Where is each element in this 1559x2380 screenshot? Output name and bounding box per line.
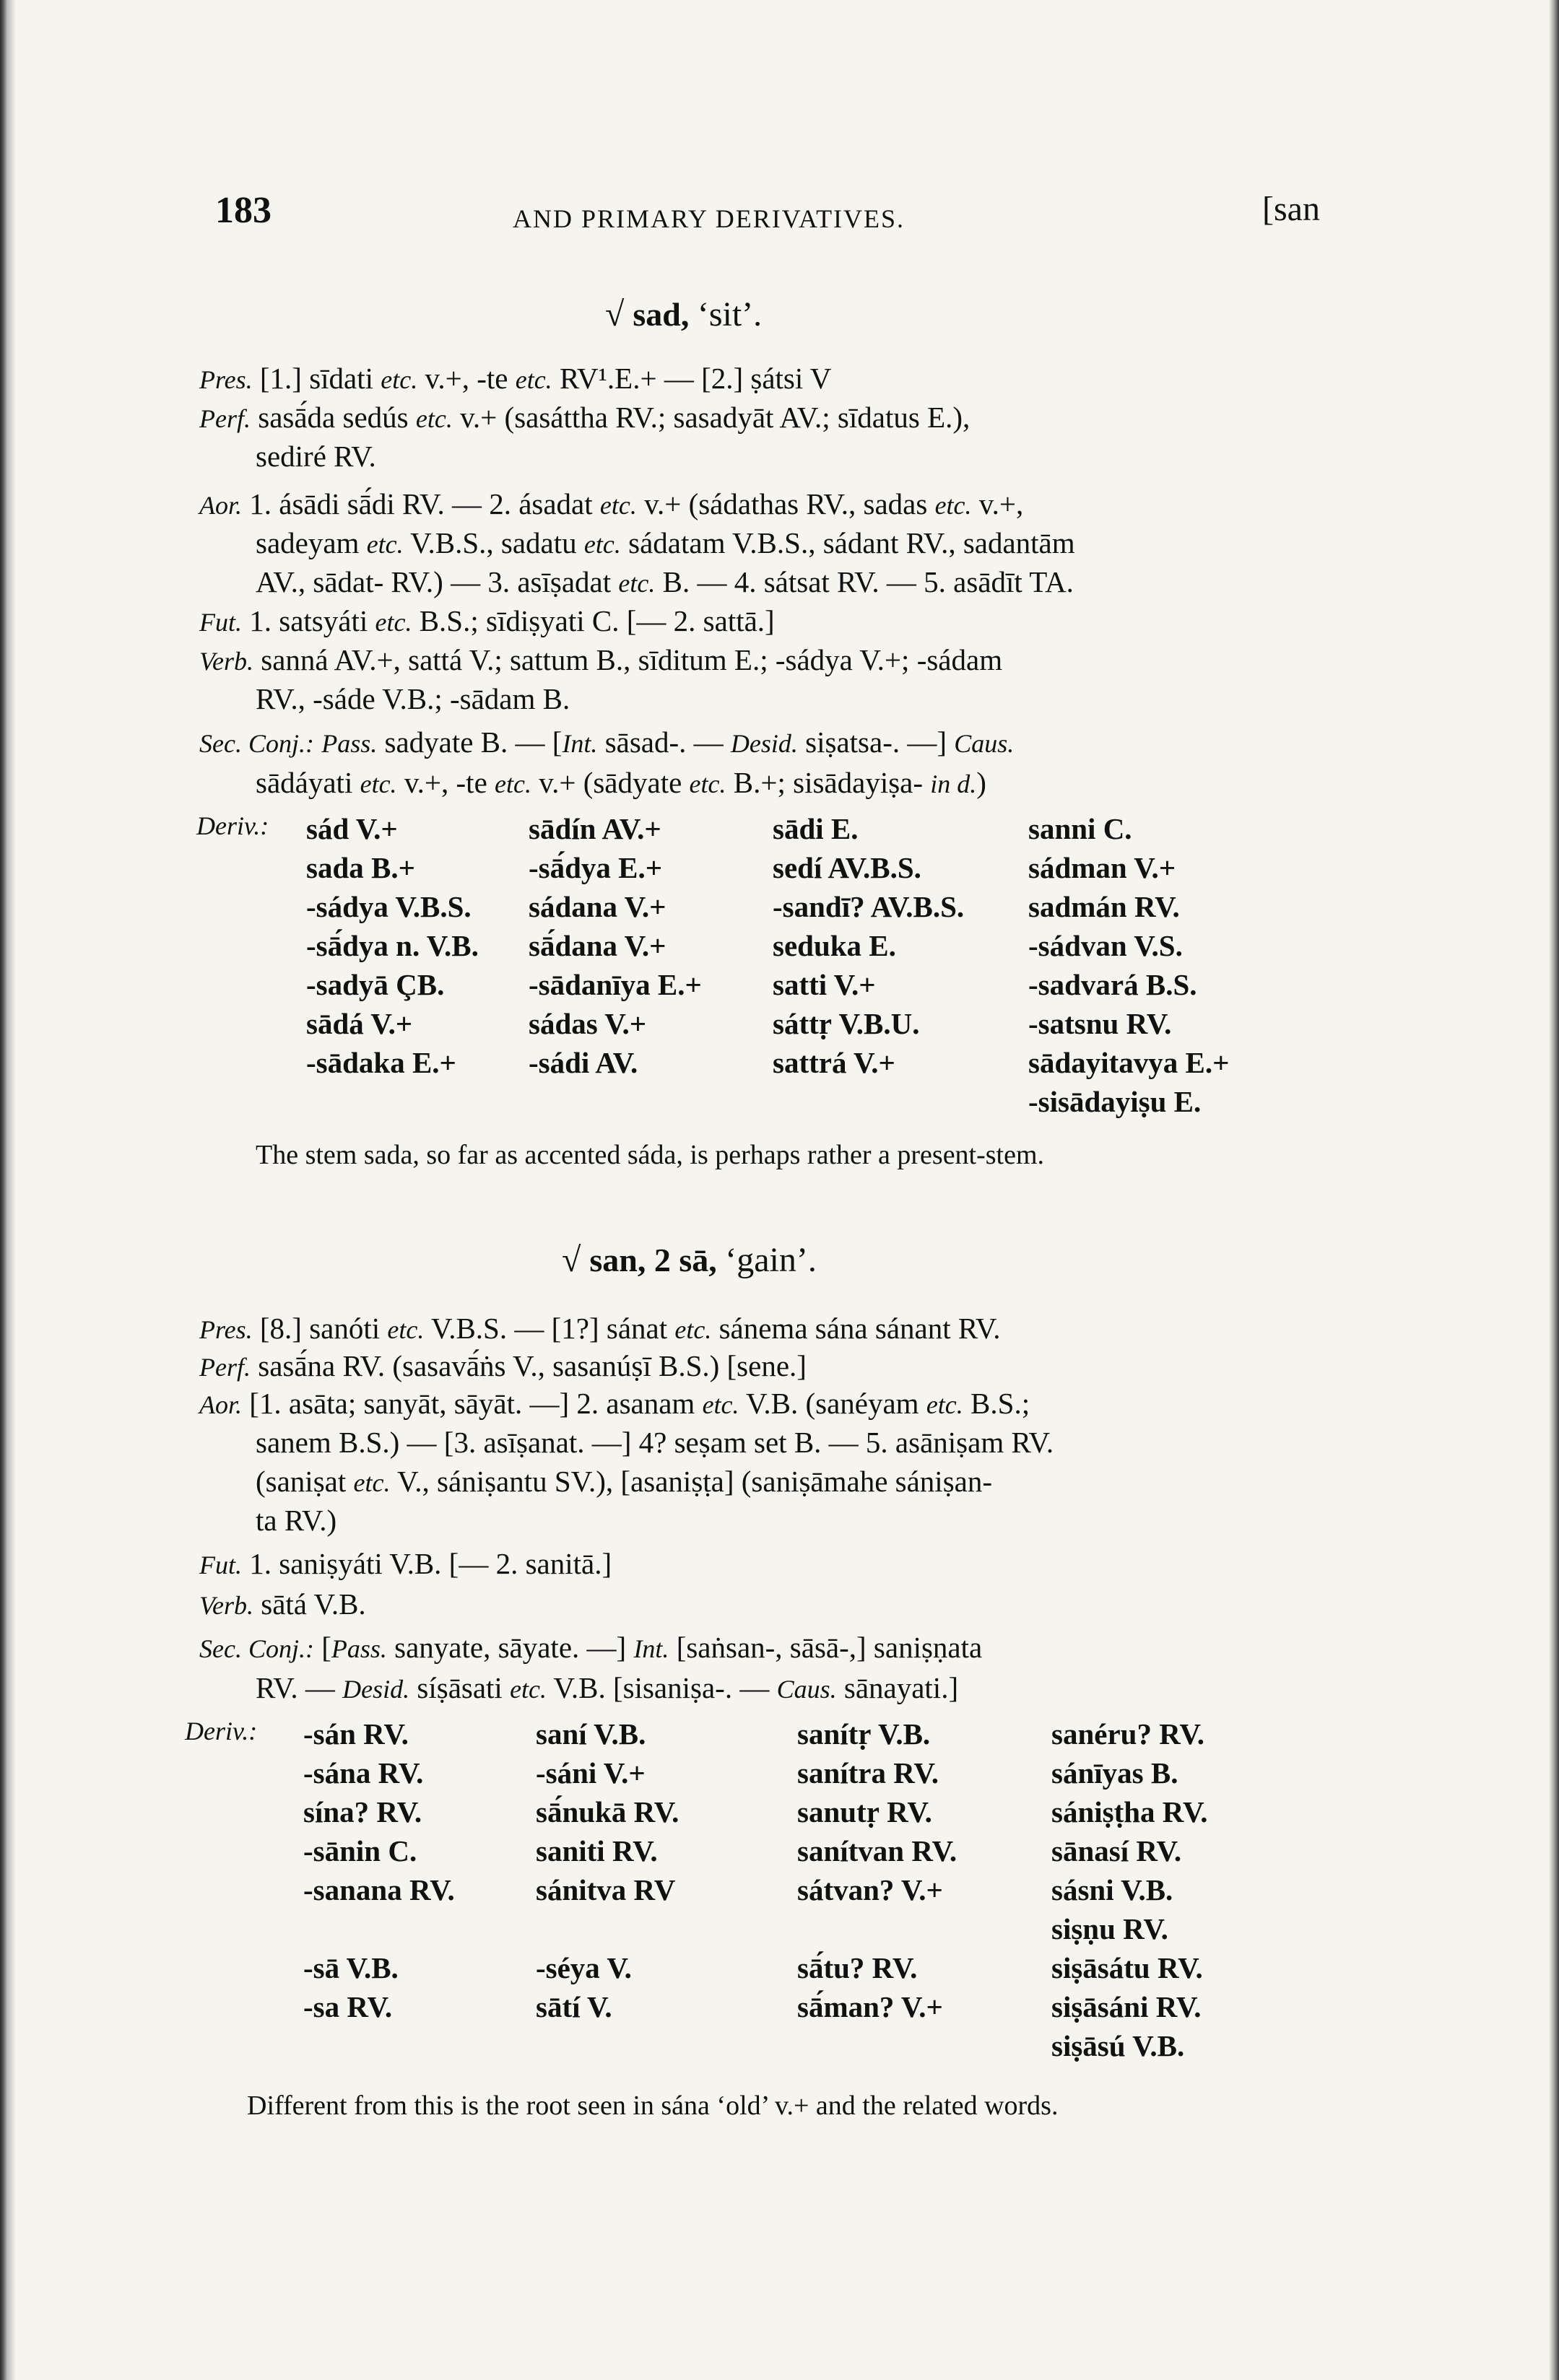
- derivative-cell: sā́man? V.+: [797, 1990, 943, 2023]
- derivative-cell: sedí AV.B.S.: [773, 851, 921, 884]
- entry-line: Sec. Conj.: [Pass. sanyate, sāyate. —] Int. [saṅsan-, sāsā-,] saniṣṇata: [199, 1631, 983, 1664]
- derivative-cell: seduka E.: [773, 929, 896, 962]
- derivative-cell: sáttṛ V.B.U.: [773, 1007, 920, 1040]
- derivative-cell: -sādanīya E.+: [529, 968, 702, 1001]
- derivative-cell: sádas V.+: [529, 1007, 647, 1040]
- derivative-cell: sánīyas B.: [1051, 1756, 1178, 1790]
- entry-line: Sec. Conj.: Pass. sadyate B. — [Int. sāsad-. — Desid. siṣatsa-. —] Caus.: [199, 725, 1015, 759]
- derivative-cell: -sadyā ÇB.: [306, 968, 445, 1001]
- derivative-cell: -sandī? AV.B.S.: [773, 890, 965, 923]
- derivative-cell: sanni C.: [1028, 812, 1132, 845]
- entry-line: Fut. 1. satsyáti etc. B.S.; sīdiṣyati C. [— 2. sattā.]: [199, 604, 775, 637]
- derivative-cell: siṣāsátu RV.: [1051, 1951, 1203, 1984]
- derivative-cell: -séya V.: [536, 1951, 632, 1984]
- derivative-cell: sádana V.+: [529, 890, 666, 923]
- derivative-cell: -sán RV.: [303, 1717, 409, 1751]
- derivative-cell: sanítvan RV.: [797, 1834, 957, 1867]
- section-marker: [san: [1262, 190, 1320, 228]
- derivative-cell: sániṣṭha RV.: [1051, 1795, 1208, 1828]
- entry-line: Fut. 1. saniṣyáti V.B. [— 2. sanitā.]: [199, 1547, 612, 1580]
- derivative-cell: -sā V.B.: [303, 1951, 399, 1984]
- derivative-cell: sanítṛ V.B.: [797, 1717, 931, 1751]
- derivative-cell: sādín AV.+: [529, 812, 661, 845]
- entry-line: sediré RV.: [256, 440, 376, 473]
- derivative-cell: -sanana RV.: [303, 1873, 455, 1906]
- derivative-cell: sátvan? V.+: [797, 1873, 943, 1906]
- entry-line: (saniṣat etc. V., sániṣantu SV.), [asaniṣṭa] (saniṣāmahe sániṣan-: [256, 1465, 993, 1498]
- entry-line: Verb. sanná AV.+, sattá V.; sattum B., sīditum E.; -sádya V.+; -sádam: [199, 643, 1003, 676]
- derivatives-label: Deriv.:: [196, 811, 269, 840]
- entry-line: Perf. sasā́da sedús etc. v.+ (sasáttha RV.; sasadyāt AV.; sīdatus E.),: [199, 401, 970, 434]
- root-note: Different from this is the root seen in sána ‘old’ v.+ and the related words.: [247, 2091, 1059, 2121]
- derivative-cell: -sádi AV.: [529, 1046, 638, 1079]
- derivative-cell: sādi E.: [773, 812, 859, 845]
- root-word: san, 2 sā,: [589, 1242, 726, 1278]
- entry-line: Aor. [1. asāta; sanyāt, sāyāt. —] 2. asanam etc. V.B. (sanéyam etc. B.S.;: [199, 1387, 1030, 1420]
- derivative-cell: siṣṇu RV.: [1051, 1912, 1168, 1945]
- derivative-cell: -sādaka E.+: [306, 1046, 456, 1079]
- derivative-cell: sādá V.+: [306, 1007, 413, 1040]
- derivative-cell: -sadvará B.S.: [1028, 968, 1197, 1001]
- entry-line: sanem B.S.) — [3. asīṣanat. —] 4? seṣam set B. — 5. asāniṣam RV.: [256, 1426, 1054, 1459]
- derivative-cell: -satsnu RV.: [1028, 1007, 1172, 1040]
- derivative-cell: sanéru? RV.: [1051, 1717, 1204, 1751]
- derivative-cell: sanutṛ RV.: [797, 1795, 932, 1828]
- root-gloss: ‘gain’.: [725, 1241, 817, 1279]
- root-gloss: ‘sit’.: [697, 295, 763, 334]
- derivative-cell: -sádvan V.S.: [1028, 929, 1183, 962]
- derivative-cell: sādayitavya E.+: [1028, 1046, 1230, 1079]
- root-title: [605, 295, 762, 334]
- derivative-cell: saní V.B.: [536, 1717, 646, 1751]
- entry-line: AV., sādat- RV.) — 3. asīṣadat etc. B. — 4. sátsat RV. — 5. asādīt TA.: [256, 565, 1074, 598]
- root-note: The stem sada, so far as accented sáda, is perhaps rather a present-stem.: [256, 1140, 1045, 1170]
- derivative-cell: sanítra RV.: [797, 1756, 939, 1790]
- derivative-cell: -sádya V.B.S.: [306, 890, 472, 923]
- entry-line: sadeyam etc. V.B.S., sadatu etc. sádatam V.B.S., sádant RV., sadantām: [256, 526, 1075, 559]
- entry-line: Aor. 1. ásādi sā́di RV. — 2. ásadat etc. v.+ (sádathas RV., sadas etc. v.+,: [199, 487, 1024, 520]
- page-number: 183: [215, 190, 272, 231]
- derivative-cell: -sā́dya n. V.B.: [306, 929, 479, 962]
- derivative-cell: satti V.+: [773, 968, 876, 1001]
- derivative-cell: siṣāsú V.B.: [1051, 2029, 1185, 2062]
- entry-line: Verb. sātá V.B.: [199, 1587, 366, 1621]
- derivative-cell: -sa RV.: [303, 1990, 393, 2023]
- derivative-cell: -sisādayiṣu E.: [1028, 1085, 1202, 1118]
- scan-edge-left: [0, 0, 16, 2380]
- root-radical-icon: √: [605, 295, 633, 334]
- root-title: [562, 1240, 817, 1280]
- scan-edge-right: [1549, 0, 1559, 2380]
- derivative-cell: sā́tu? RV.: [797, 1951, 918, 1984]
- running-title: AND PRIMARY DERIVATIVES.: [513, 204, 906, 233]
- derivative-cell: sásni V.B.: [1051, 1873, 1173, 1906]
- derivative-cell: sína? RV.: [303, 1795, 422, 1828]
- entry-line: RV., -sáde V.B.; -sādam B.: [256, 682, 570, 715]
- root-radical-icon: √: [562, 1241, 590, 1279]
- derivative-cell: -sána RV.: [303, 1756, 424, 1790]
- entry-line: RV. — Desid. síṣāsati etc. V.B. [sisaniṣa-. — Caus. sānayati.]: [256, 1671, 959, 1704]
- entry-line: sādáyati etc. v.+, -te etc. v.+ (sādyate etc. B.+; sisādayiṣa- in d.): [256, 766, 986, 799]
- derivative-cell: sā́dana V.+: [529, 929, 666, 962]
- derivative-cell: -sā́dya E.+: [529, 851, 663, 884]
- derivative-cell: sātí V.: [536, 1990, 612, 2023]
- root-word: sad,: [633, 296, 698, 333]
- derivative-cell: sádman V.+: [1028, 851, 1176, 884]
- derivative-cell: sád V.+: [306, 812, 398, 845]
- derivative-cell: -sáni V.+: [536, 1756, 646, 1790]
- entry-line: Perf. sasā́na RV. (sasavā́ṅs V., sasanúṣī B.S.) [sene.]: [199, 1349, 807, 1382]
- derivative-cell: sadmán RV.: [1028, 890, 1180, 923]
- derivative-cell: sānasí RV.: [1051, 1834, 1182, 1867]
- derivative-cell: -sānin C.: [303, 1834, 417, 1867]
- derivative-cell: saniti RV.: [536, 1834, 658, 1867]
- derivative-cell: sada B.+: [306, 851, 415, 884]
- entry-line: ta RV.): [256, 1504, 337, 1537]
- entry-line: Pres. [8.] sanóti etc. V.B.S. — [1?] sánat etc. sánema sána sánant RV.: [199, 1312, 1001, 1345]
- derivative-cell: sā́nukā RV.: [536, 1795, 679, 1828]
- entry-line: Pres. [1.] sīdati etc. v.+, -te etc. RV¹.E.+ — [2.] ṣátsi V: [199, 362, 832, 395]
- derivatives-label: Deriv.:: [185, 1717, 258, 1745]
- derivative-cell: sattrá V.+: [773, 1046, 895, 1079]
- derivative-cell: siṣāsáni RV.: [1051, 1990, 1202, 2023]
- derivative-cell: sánitva RV: [536, 1873, 676, 1906]
